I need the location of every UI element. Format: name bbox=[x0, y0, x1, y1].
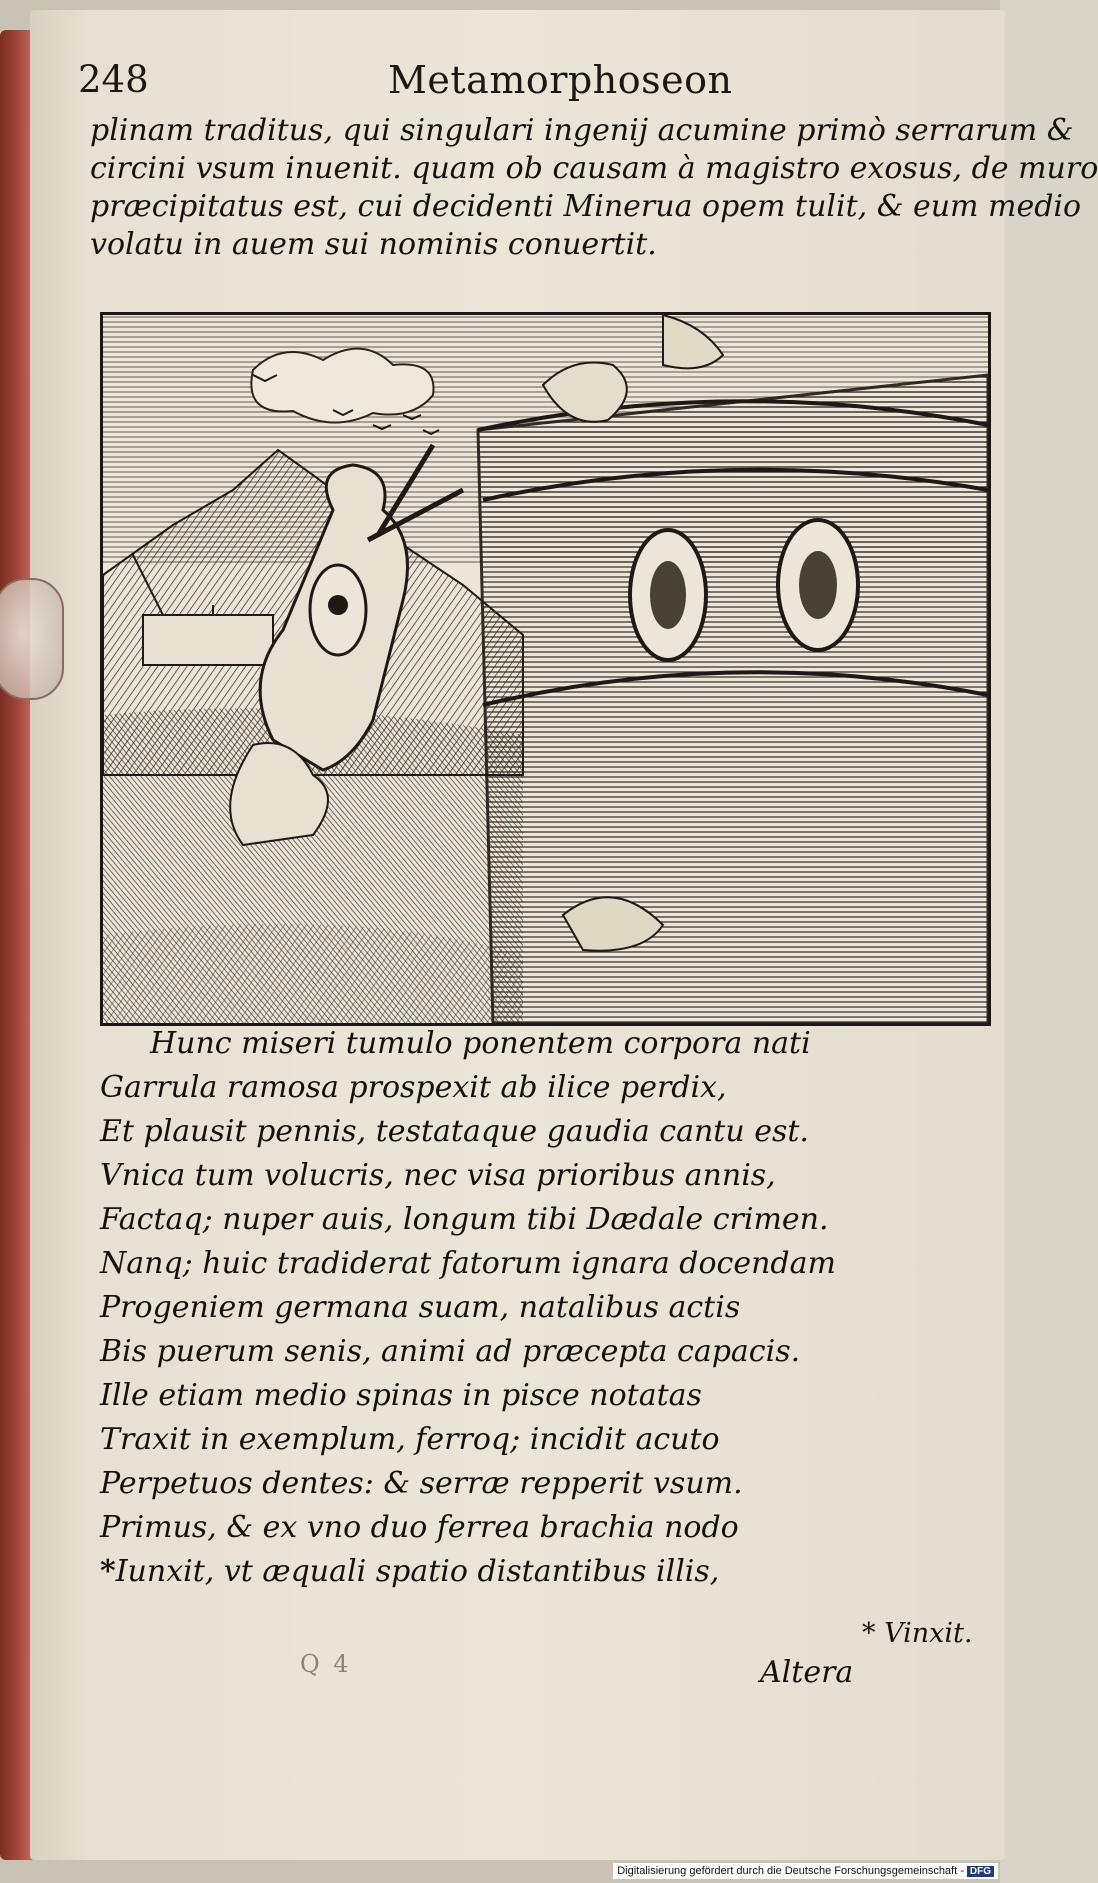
verse-line: Et plausit pennis, testataque gaudia cantu est. bbox=[100, 1114, 809, 1149]
verse-line: Traxit in exemplum, ferroq; incidit acuto bbox=[100, 1422, 720, 1457]
verse-line: Bis puerum senis, animi ad præcepta capacis. bbox=[100, 1334, 801, 1369]
prose-line: circini vsum inuenit. quam ob causam à magistro exosus, de muro bbox=[90, 151, 1098, 186]
digitization-credit bbox=[613, 1863, 998, 1879]
verse-line: Ille etiam medio spinas in pisce notatas bbox=[100, 1378, 702, 1413]
catchword: Altera bbox=[760, 1655, 854, 1690]
verse-line: Primus, & ex vno duo ferrea brachia nodo bbox=[100, 1510, 739, 1545]
woodcut-illustration bbox=[100, 312, 991, 1026]
verse-line: Vnica tum volucris, nec visa prioribus annis, bbox=[100, 1158, 776, 1193]
margin-note: * Vinxit. bbox=[862, 1618, 973, 1649]
signature-mark: Q 4 bbox=[300, 1650, 352, 1678]
running-title: Metamorphoseon bbox=[388, 58, 733, 102]
prose-line: volatu in auem sui nominis conuertit. bbox=[90, 227, 657, 262]
note-asterisk: * bbox=[100, 1554, 116, 1589]
verse-block bbox=[100, 1022, 990, 1594]
verse-line: Garrula ramosa prospexit ab ilice perdix, bbox=[100, 1070, 727, 1105]
verse-line-text: Iunxit, vt æquali spatio distantibus illis, bbox=[115, 1554, 720, 1589]
dfg-logo: DFG bbox=[967, 1866, 994, 1877]
verse-line-with-note-mark bbox=[100, 1550, 990, 1594]
verse-line: Factaq; nuper auis, longum tibi Dædale crimen. bbox=[100, 1202, 829, 1237]
prose-line: præcipitatus est, cui decidenti Minerua opem tulit, & eum medio bbox=[90, 189, 1082, 224]
page-holder-clip bbox=[0, 578, 64, 700]
page-header bbox=[78, 58, 800, 108]
woodcut-image bbox=[103, 315, 988, 1023]
page-number: 248 bbox=[78, 58, 149, 101]
verse-line: Nanq; huic tradiderat fatorum ignara docendam bbox=[100, 1246, 836, 1281]
prose-line: plinam traditus, qui singulari ingenij acumine primò serrarum & bbox=[90, 113, 1074, 148]
verse-line: Progeniem germana suam, natalibus actis bbox=[100, 1290, 741, 1325]
argument-prose bbox=[90, 112, 1098, 264]
credit-text: Digitalisierung gefördert durch die Deutsche Forschungsgemeinschaft - bbox=[617, 1865, 964, 1877]
verse-line: Hunc miseri tumulo ponentem corpora nati bbox=[150, 1026, 811, 1061]
verse-line: Perpetuos dentes: & serræ repperit vsum. bbox=[100, 1466, 743, 1501]
